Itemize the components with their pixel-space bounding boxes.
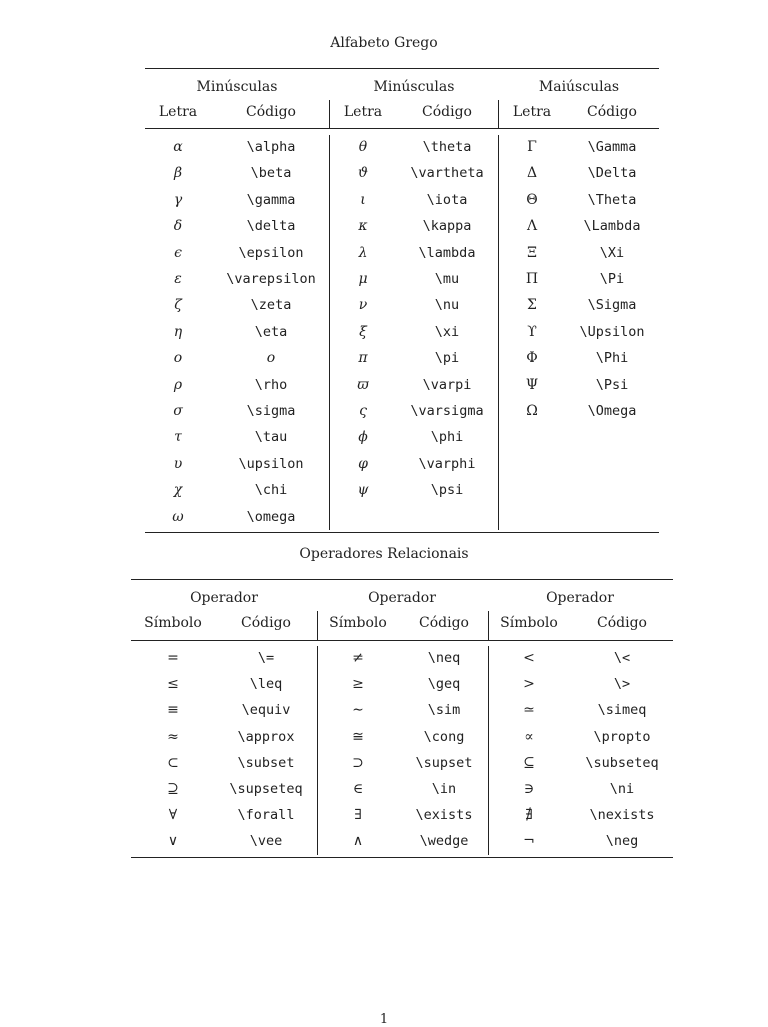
greek-latex-code: \Gamma <box>587 139 637 155</box>
operator-symbol: ⊃ <box>352 754 364 771</box>
operator-symbol-column-header: Símbolo <box>329 615 387 631</box>
greek-latex-code: \nu <box>434 297 460 314</box>
greek-letter-symbol: ς <box>359 403 367 419</box>
greek-letter-symbol: δ <box>173 218 183 235</box>
operator-latex-code: \exists <box>415 807 473 824</box>
operator-symbol: ⊆ <box>523 754 535 771</box>
operator-latex-code: \vee <box>249 833 283 850</box>
operator-group-header: Operador <box>546 590 614 606</box>
greek-latex-code: \sigma <box>246 403 296 419</box>
greek-letter-symbol: λ <box>358 244 368 261</box>
operator-symbol: ≈ <box>167 728 179 745</box>
greek-letter-symbol: σ <box>173 403 183 419</box>
greek-letter-symbol: ψ <box>357 482 369 499</box>
greek-letter-symbol: β <box>173 165 183 182</box>
greek-letter-symbol: ε <box>174 271 182 287</box>
greek-latex-code: \lambda <box>418 244 476 261</box>
greek-letter-symbol: μ <box>358 271 368 287</box>
greek-letter-column-header: Letra <box>512 104 552 120</box>
operators-header-divider-2 <box>488 611 489 640</box>
operator-latex-code: \neg <box>605 833 639 850</box>
greek-latex-code: \Upsilon <box>579 323 645 340</box>
greek-letter-symbol: κ <box>358 218 368 235</box>
greek-letter-symbol: Ω <box>526 403 538 419</box>
operator-symbol-column-header: Símbolo <box>144 615 202 631</box>
operator-latex-code: \equiv <box>241 702 291 719</box>
greek-letter-symbol: ϕ <box>358 429 368 446</box>
operator-code-column-header: Código <box>241 615 291 631</box>
operator-latex-code: \cong <box>423 728 465 745</box>
operator-latex-code: \subset <box>237 754 295 771</box>
greek-latex-code: \zeta <box>250 297 292 314</box>
operator-symbol: ≥ <box>352 676 364 693</box>
greek-letter-symbol: α <box>173 139 183 155</box>
greek-table-caption: Alfabeto Grego <box>330 35 438 51</box>
operators-bottom-rule <box>131 857 673 858</box>
greek-letter-symbol: Λ <box>526 218 538 235</box>
operators-header-rule <box>131 640 673 641</box>
operator-symbol: ⊂ <box>167 754 179 771</box>
greek-latex-code: o <box>266 350 276 367</box>
operator-latex-code: \= <box>257 650 275 666</box>
operator-symbol: ∈ <box>352 781 364 797</box>
page-number: 1 <box>379 1012 389 1027</box>
operator-latex-code: \neq <box>427 650 461 666</box>
operators-header-divider-1 <box>317 611 318 640</box>
greek-letter-symbol: ϵ <box>174 244 182 261</box>
operator-latex-code: \sim <box>427 702 461 719</box>
operator-symbol: ∃ <box>354 807 362 824</box>
operator-symbol: = <box>167 650 179 666</box>
operators-top-rule <box>131 579 673 580</box>
greek-latex-code: \Lambda <box>583 218 641 235</box>
greek-header-rule <box>145 128 659 129</box>
operators-column-divider-2 <box>488 646 489 855</box>
operator-latex-code: \subseteq <box>585 754 659 771</box>
greek-latex-code: \epsilon <box>238 244 304 261</box>
greek-letter-symbol: π <box>358 350 368 367</box>
greek-code-column-header: Código <box>587 104 637 120</box>
greek-letter-symbol: ϑ <box>357 165 369 182</box>
greek-latex-code: \phi <box>430 429 464 446</box>
operator-latex-code: \supseteq <box>229 781 303 797</box>
greek-latex-code: \varphi <box>418 455 476 472</box>
greek-latex-code: \tau <box>254 429 288 446</box>
greek-letter-symbol: ι <box>360 191 366 208</box>
operator-symbol: ⊇ <box>167 781 179 797</box>
greek-latex-code: \vartheta <box>410 165 484 182</box>
operator-symbol: ∀ <box>168 807 178 824</box>
greek-letter-column-header: Letra <box>343 104 383 120</box>
greek-latex-code: \Xi <box>599 244 625 261</box>
greek-letter-symbol: Ψ <box>525 376 539 393</box>
operator-group-header: Operador <box>190 590 258 606</box>
operator-group-header: Operador <box>368 590 436 606</box>
greek-latex-code: \mu <box>434 271 460 287</box>
operator-latex-code: \> <box>613 676 631 693</box>
greek-column-divider-1 <box>329 135 330 530</box>
greek-bottom-rule <box>145 532 659 533</box>
greek-latex-code: \pi <box>434 350 460 367</box>
operator-symbol: ≤ <box>167 676 179 693</box>
operator-latex-code: \in <box>431 781 457 797</box>
greek-group-header: Minúsculas <box>373 79 455 95</box>
greek-latex-code: \Pi <box>599 271 625 287</box>
greek-group-header: Minúsculas <box>196 79 278 95</box>
greek-latex-code: \Psi <box>595 376 629 393</box>
greek-letter-symbol: Π <box>525 271 539 287</box>
operator-symbol: ∧ <box>352 833 364 850</box>
greek-letter-symbol: Δ <box>526 165 538 182</box>
greek-letter-symbol: χ <box>173 482 183 499</box>
greek-latex-code: \gamma <box>246 191 296 208</box>
greek-latex-code: \Sigma <box>587 297 637 314</box>
greek-header-divider-2 <box>498 100 499 128</box>
greek-latex-code: \xi <box>434 323 460 340</box>
operator-symbol: > <box>523 676 535 693</box>
operator-latex-code: \nexists <box>589 807 655 824</box>
operator-code-column-header: Código <box>419 615 469 631</box>
operator-latex-code: \approx <box>237 728 295 745</box>
greek-latex-code: \iota <box>426 191 468 208</box>
greek-header-divider-1 <box>329 100 330 128</box>
operator-latex-code: \simeq <box>597 702 647 719</box>
greek-letter-symbol: Φ <box>526 350 538 367</box>
operator-latex-code: \< <box>613 650 631 666</box>
greek-latex-code: \chi <box>254 482 288 499</box>
greek-latex-code: \varpi <box>422 376 472 393</box>
operators-column-divider-1 <box>317 646 318 855</box>
operator-symbol-column-header: Símbolo <box>500 615 558 631</box>
greek-letter-column-header: Letra <box>158 104 198 120</box>
greek-latex-code: \rho <box>254 376 288 393</box>
operator-latex-code: \forall <box>237 807 295 824</box>
operator-latex-code: \leq <box>249 676 283 693</box>
greek-latex-code: \Theta <box>587 191 637 208</box>
greek-letter-symbol: ω <box>172 508 184 525</box>
greek-letter-symbol: Θ <box>526 191 538 208</box>
greek-latex-code: \Phi <box>595 350 629 367</box>
greek-latex-code: \psi <box>430 482 464 499</box>
greek-latex-code: \Omega <box>587 403 637 419</box>
greek-latex-code: \alpha <box>246 139 296 155</box>
greek-group-header: Maiúsculas <box>538 79 620 95</box>
greek-latex-code: \kappa <box>422 218 472 235</box>
greek-latex-code: \delta <box>246 218 296 235</box>
greek-letter-symbol: ν <box>358 297 368 314</box>
greek-letter-symbol: φ <box>358 455 368 472</box>
greek-letter-symbol: υ <box>173 455 183 472</box>
greek-letter-symbol: Γ <box>527 139 537 155</box>
operator-latex-code: \geq <box>427 676 461 693</box>
operator-symbol: ¬ <box>523 833 535 850</box>
greek-column-divider-2 <box>498 135 499 530</box>
operator-symbol: ≠ <box>352 650 364 666</box>
greek-letter-symbol: η <box>173 323 183 340</box>
operator-symbol: ∝ <box>524 728 534 745</box>
greek-latex-code: \omega <box>246 508 296 525</box>
greek-latex-code: \Delta <box>587 165 637 182</box>
operator-latex-code: \supset <box>415 754 473 771</box>
greek-top-rule <box>145 68 659 69</box>
greek-code-column-header: Código <box>246 104 296 120</box>
greek-latex-code: \varsigma <box>410 403 484 419</box>
greek-letter-symbol: Σ <box>527 297 537 314</box>
operator-symbol: ≡ <box>167 702 179 719</box>
operator-symbol: ∋ <box>523 781 535 797</box>
operator-symbol: < <box>523 650 535 666</box>
greek-latex-code: \upsilon <box>238 455 304 472</box>
greek-code-column-header: Código <box>422 104 472 120</box>
operators-table-caption: Operadores Relacionais <box>299 546 469 562</box>
greek-letter-symbol: γ <box>173 191 183 208</box>
greek-letter-symbol: ϒ <box>527 323 537 340</box>
greek-letter-symbol: Ξ <box>527 244 537 261</box>
greek-letter-symbol: o <box>173 350 183 367</box>
greek-latex-code: \theta <box>422 139 472 155</box>
operator-code-column-header: Código <box>597 615 647 631</box>
operator-symbol: ∼ <box>352 702 364 719</box>
operator-symbol: ∨ <box>167 833 179 850</box>
greek-latex-code: \beta <box>250 165 292 182</box>
operator-latex-code: \ni <box>609 781 635 797</box>
operator-latex-code: \propto <box>593 728 651 745</box>
greek-letter-symbol: ρ <box>173 376 183 393</box>
operator-symbol: ∄ <box>525 807 533 824</box>
greek-letter-symbol: ξ <box>359 323 367 340</box>
operator-symbol: ≅ <box>352 728 364 745</box>
operator-symbol: ≃ <box>523 702 535 719</box>
operator-latex-code: \wedge <box>419 833 469 850</box>
greek-letter-symbol: ϖ <box>357 376 369 393</box>
greek-latex-code: \eta <box>254 323 288 340</box>
greek-letter-symbol: τ <box>174 429 182 446</box>
greek-latex-code: \varepsilon <box>226 271 316 287</box>
greek-letter-symbol: ζ <box>174 297 182 314</box>
greek-letter-symbol: θ <box>358 139 368 155</box>
